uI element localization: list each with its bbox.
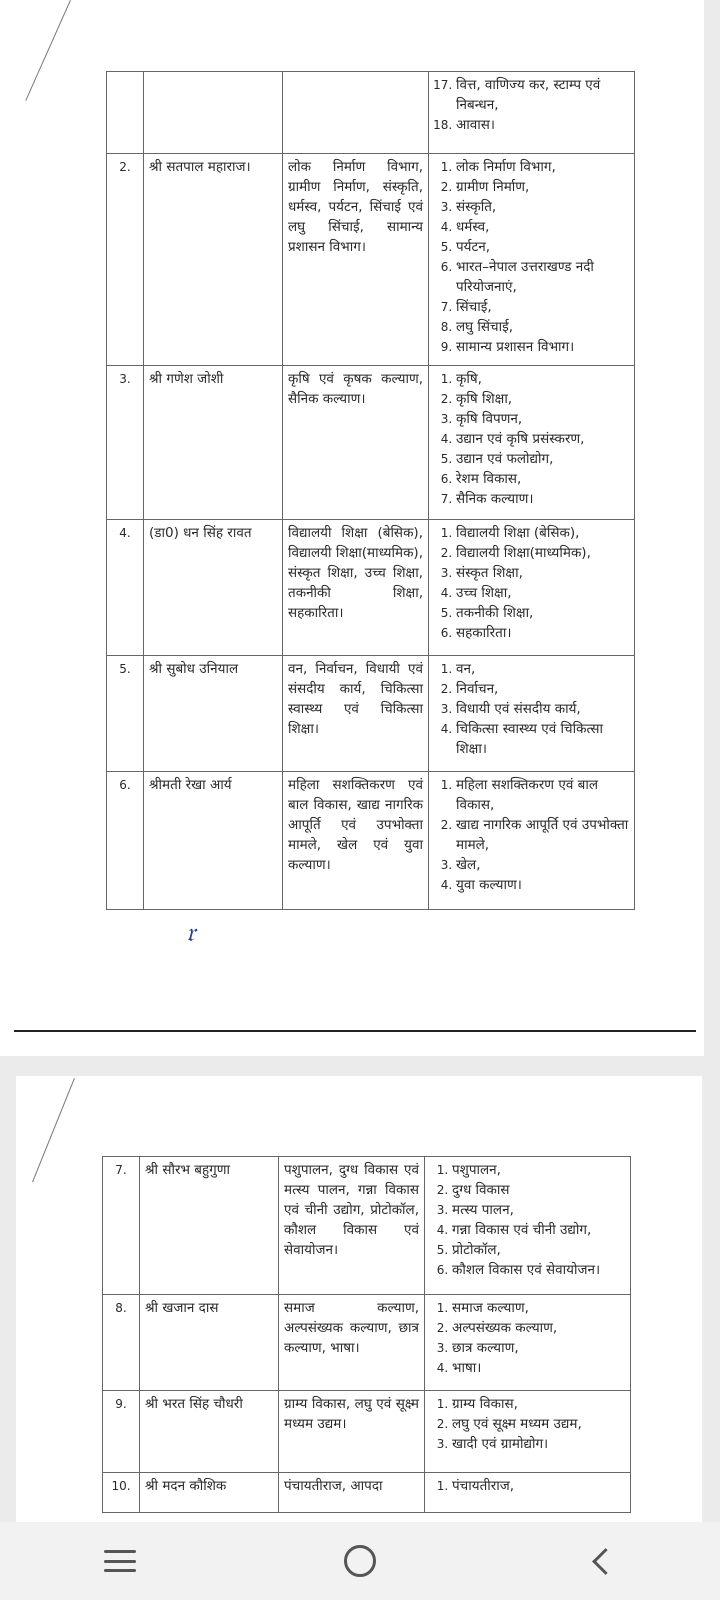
- department-list-item: 18. आवास।: [456, 115, 629, 135]
- department-list-item: 1. लोक निर्माण विभाग,: [456, 157, 629, 177]
- initials-signature-mark: 𝔯: [186, 918, 196, 948]
- department-list-cell: [425, 1473, 631, 1513]
- serial-number-cell: 9.: [103, 1391, 140, 1473]
- department-list-item: 1. कृषि,: [456, 369, 629, 389]
- table-row: [107, 366, 635, 520]
- minister-name-cell: श्री खजान दास: [140, 1295, 279, 1391]
- department-list-item: 3. कृषि विपणन,: [456, 409, 629, 429]
- department-list-item: 6. रेशम विकास,: [456, 469, 629, 489]
- department-list-item: 3. विधायी एवं संसदीय कार्य,: [456, 699, 629, 719]
- department-list: [430, 1476, 625, 1496]
- department-list-item: 1. विद्यालयी शिक्षा (बेसिक),: [456, 523, 629, 543]
- department-list-item: 17. वित्त, वाणिज्य कर, स्टाम्प एवं निबन्धन,: [456, 75, 629, 115]
- department-list-item: 6. सहकारिता।: [456, 623, 629, 643]
- department-list: [434, 75, 629, 135]
- department-list: [434, 775, 629, 895]
- pen-stroke-mark: [32, 1078, 75, 1182]
- department-list-item: 1. समाज कल्याण,: [452, 1298, 625, 1318]
- department-list-item: 1. पंचायतीराज,: [452, 1476, 625, 1496]
- department-list: [434, 659, 629, 759]
- department-list: [434, 369, 629, 509]
- department-list-cell: [425, 1157, 631, 1295]
- department-list-item: 1. महिला सशक्तिकरण एवं बाल विकास,: [456, 775, 629, 815]
- department-list-item: 3. खेल,: [456, 855, 629, 875]
- department-list-item: 4. गन्ना विकास एवं चीनी उद्योग,: [452, 1220, 625, 1240]
- table-row: [103, 1473, 631, 1513]
- department-list-item: 3. खादी एवं ग्रामोद्योग।: [452, 1434, 625, 1454]
- department-list-item: 8. लघु सिंचाई,: [456, 317, 629, 337]
- department-list-item: 7. सिंचाई,: [456, 297, 629, 317]
- department-list-cell: [429, 656, 635, 772]
- department-list-item: 4. चिकित्सा स्वास्थ्य एवं चिकित्सा शिक्षा।: [456, 719, 629, 759]
- department-list-item: 5. प्रोटोकॉल,: [452, 1240, 625, 1260]
- serial-number-cell: 4.: [107, 520, 144, 656]
- department-list-cell: [425, 1295, 631, 1391]
- department-list-item: 5. उद्यान एवं फलोद्योग,: [456, 449, 629, 469]
- document-page-2: [16, 1076, 702, 1522]
- portfolio-summary-cell: पंचायतीराज, आपदा: [279, 1473, 425, 1513]
- serial-number-cell: 5.: [107, 656, 144, 772]
- department-list-item: 3. छात्र कल्याण,: [452, 1338, 625, 1358]
- table-row: [107, 772, 635, 910]
- department-list-item: 5. पर्यटन,: [456, 237, 629, 257]
- portfolio-summary-cell: महिला सशक्तिकरण एवं बाल विकास, खाद्य नागरिक आपूर्ति एवं उपभोक्ता मामले, खेल एवं युवा कल्याण।: [283, 772, 429, 910]
- department-list-item: 2. कृषि शिक्षा,: [456, 389, 629, 409]
- table-row: [107, 656, 635, 772]
- minister-name-cell: श्री सुबोध उनियाल: [144, 656, 283, 772]
- minister-name-cell: श्री सतपाल महाराज।: [144, 154, 283, 366]
- department-list-item: 2. विद्यालयी शिक्षा(माध्यमिक),: [456, 543, 629, 563]
- department-list-item: 2. निर्वाचन,: [456, 679, 629, 699]
- portfolio-table-page-1: [106, 71, 635, 910]
- home-circle-icon: [344, 1545, 376, 1577]
- department-list-item: 3. संस्कृति,: [456, 197, 629, 217]
- table-row: [107, 520, 635, 656]
- home-button[interactable]: [320, 1531, 400, 1591]
- minister-name-cell: श्री मदन कौशिक: [140, 1473, 279, 1513]
- minister-name-cell: (डा0) धन सिंह रावत: [144, 520, 283, 656]
- department-list-item: 3. संस्कृत शिक्षा,: [456, 563, 629, 583]
- serial-number-cell: 6.: [107, 772, 144, 910]
- serial-number-cell: 2.: [107, 154, 144, 366]
- department-list-item: 4. उद्यान एवं कृषि प्रसंस्करण,: [456, 429, 629, 449]
- table-row: [103, 1391, 631, 1473]
- department-list: [434, 157, 629, 357]
- department-list: [430, 1160, 625, 1280]
- department-list-cell: [429, 772, 635, 910]
- department-list-cell: [429, 154, 635, 366]
- department-list-item: 4. युवा कल्याण।: [456, 875, 629, 895]
- page-bottom-edge: [14, 1030, 696, 1032]
- table-row: [107, 154, 635, 366]
- table-row: [103, 1295, 631, 1391]
- portfolio-summary-cell: ग्राम्य विकास, लघु एवं सूक्ष्म मध्यम उद्यम।: [279, 1391, 425, 1473]
- portfolio-summary-cell: कृषि एवं कृषक कल्याण, सैनिक कल्याण।: [283, 366, 429, 520]
- minister-name-cell: श्री गणेश जोशी: [144, 366, 283, 520]
- serial-number-cell: [107, 72, 144, 154]
- recent-apps-button[interactable]: [80, 1531, 160, 1591]
- back-chevron-icon: [592, 1548, 619, 1575]
- department-list-item: 4. धर्मस्व,: [456, 217, 629, 237]
- minister-name-cell: श्री भरत सिंह चौधरी: [140, 1391, 279, 1473]
- portfolio-summary-cell: पशुपालन, दुग्ध विकास एवं मत्स्य पालन, गन्ना विकास एवं चीनी उद्योग, प्रोटोकॉल, कौशल विकास एवं सेवायोजन।: [279, 1157, 425, 1295]
- portfolio-summary-cell: [283, 72, 429, 154]
- department-list-item: 6. भारत–नेपाल उत्तराखण्ड नदी परियोजनाएं,: [456, 257, 629, 297]
- menu-icon: [104, 1550, 136, 1572]
- department-list-cell: [425, 1391, 631, 1473]
- department-list-item: 1. ग्राम्य विकास,: [452, 1394, 625, 1414]
- department-list-item: 4. भाषा।: [452, 1358, 625, 1378]
- serial-number-cell: 3.: [107, 366, 144, 520]
- portfolio-table-page-2: [102, 1156, 631, 1513]
- department-list-item: 5. तकनीकी शिक्षा,: [456, 603, 629, 623]
- portfolio-summary-cell: विद्यालयी शिक्षा (बेसिक), विद्यालयी शिक्षा(माध्यमिक), संस्कृत शिक्षा, उच्च शिक्षा, तकनीकी शिक्षा, सहकारिता।: [283, 520, 429, 656]
- serial-number-cell: 7.: [103, 1157, 140, 1295]
- department-list: [430, 1394, 625, 1454]
- department-list-cell: [429, 72, 635, 154]
- minister-name-cell: [144, 72, 283, 154]
- department-list-item: 2. ग्रामीण निर्माण,: [456, 177, 629, 197]
- portfolio-summary-cell: वन, निर्वाचन, विधायी एवं संसदीय कार्य, चिकित्सा स्वास्थ्य एवं चिकित्सा शिक्षा।: [283, 656, 429, 772]
- department-list-item: 2. लघु एवं सूक्ष्म मध्यम उद्यम,: [452, 1414, 625, 1434]
- table-row: [107, 72, 635, 154]
- department-list-item: 4. उच्च शिक्षा,: [456, 583, 629, 603]
- pen-stroke-mark: [25, 0, 71, 101]
- department-list-item: 2. खाद्य नागरिक आपूर्ति एवं उपभोक्ता मामले,: [456, 815, 629, 855]
- department-list-item: 6. कौशल विकास एवं सेवायोजन।: [452, 1260, 625, 1280]
- minister-name-cell: श्रीमती रेखा आर्य: [144, 772, 283, 910]
- department-list-item: 1. वन,: [456, 659, 629, 679]
- department-list: [434, 523, 629, 643]
- back-button[interactable]: [560, 1531, 640, 1591]
- department-list-cell: [429, 366, 635, 520]
- minister-name-cell: श्री सौरभ बहुगुणा: [140, 1157, 279, 1295]
- portfolio-summary-cell: समाज कल्याण, अल्पसंख्यक कल्याण, छात्र कल्याण, भाषा।: [279, 1295, 425, 1391]
- department-list-item: 7. सैनिक कल्याण।: [456, 489, 629, 509]
- android-navigation-bar: [0, 1522, 720, 1600]
- department-list-item: 2. अल्पसंख्यक कल्याण,: [452, 1318, 625, 1338]
- serial-number-cell: 8.: [103, 1295, 140, 1391]
- table-row: [103, 1157, 631, 1295]
- department-list-item: 9. सामान्य प्रशासन विभाग।: [456, 337, 629, 357]
- department-list-item: 1. पशुपालन,: [452, 1160, 625, 1180]
- department-list: [430, 1298, 625, 1378]
- department-list-item: 2. दुग्ध विकास: [452, 1180, 625, 1200]
- department-list-cell: [429, 520, 635, 656]
- serial-number-cell: 10.: [103, 1473, 140, 1513]
- department-list-item: 3. मत्स्य पालन,: [452, 1200, 625, 1220]
- portfolio-summary-cell: लोक निर्माण विभाग, ग्रामीण निर्माण, संस्कृति, धर्मस्व, पर्यटन, सिंचाई एवं लघु सिंचाई, सामान्य प्रशासन विभाग।: [283, 154, 429, 366]
